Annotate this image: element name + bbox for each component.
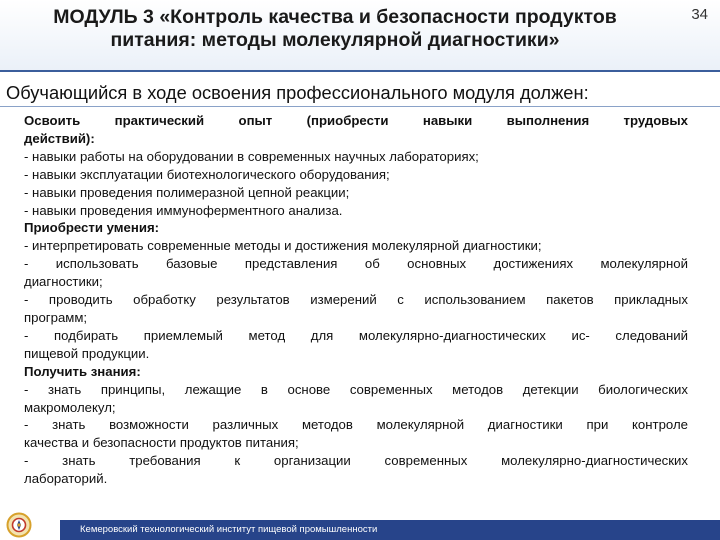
body-line: - использовать базовые представления об основных достижениях молекулярной bbox=[24, 256, 688, 272]
slide-header bbox=[0, 0, 720, 72]
body-line: пищевой продукции. bbox=[24, 345, 150, 361]
body-line: - знать возможности различных методов молекулярной диагностики при контроле bbox=[24, 417, 688, 433]
body-line: - интерпретировать современные методы и достижения молекулярной диагностики; bbox=[24, 238, 542, 254]
body-line: лабораторий. bbox=[24, 471, 108, 487]
body-line: качества и безопасности продуктов питания; bbox=[24, 435, 299, 451]
section-heading-line: действий): bbox=[24, 130, 95, 146]
body-line: программ; bbox=[24, 309, 88, 325]
body-text bbox=[24, 112, 688, 488]
footer-institution: Кемеровский технологический институт пищевой промышленности bbox=[80, 524, 378, 535]
title-line-1: МОДУЛЬ 3 «Контроль качества и безопасности продуктов bbox=[53, 6, 617, 28]
slide-subtitle: Обучающийся в ходе освоения профессионального модуля должен: bbox=[6, 82, 589, 103]
body-line: - знать принципы, лежащие в основе современных методов детекции биологических bbox=[24, 381, 688, 397]
slide-title bbox=[10, 6, 660, 52]
title-line-2: питания: методы молекулярной диагностики» bbox=[110, 29, 560, 51]
section-heading-line: Приобрести умения: bbox=[24, 220, 160, 236]
section-heading-line: Получить знания: bbox=[24, 363, 141, 379]
body-line: макромолекул; bbox=[24, 399, 116, 415]
body-line: - навыки работы на оборудовании в современных научных лабораториях; bbox=[24, 148, 479, 164]
body-line: диагностики; bbox=[24, 274, 103, 290]
slide-footer bbox=[0, 520, 720, 540]
body-line: - проводить обработку результатов измерений с использованием пакетов прикладных bbox=[24, 292, 688, 308]
subtitle-divider bbox=[0, 106, 720, 107]
header-divider bbox=[0, 70, 720, 72]
body-line: - знать требования к организации современных молекулярно-диагностических bbox=[24, 453, 688, 469]
page-number: 34 bbox=[691, 6, 708, 23]
body-line: - навыки проведения иммуноферментного анализа. bbox=[24, 202, 343, 218]
body-line: - навыки проведения полимеразной цепной реакции; bbox=[24, 184, 350, 200]
body-line: - подбирать приемлемый метод для молекулярно-диагностических ис- следований bbox=[24, 327, 688, 343]
section-heading-line: Освоить практический опыт (приобрести навыки выполнения трудовых bbox=[24, 113, 688, 128]
institute-emblem-icon bbox=[4, 512, 34, 538]
body-line: - навыки эксплуатации биотехнологического оборудования; bbox=[24, 166, 390, 182]
